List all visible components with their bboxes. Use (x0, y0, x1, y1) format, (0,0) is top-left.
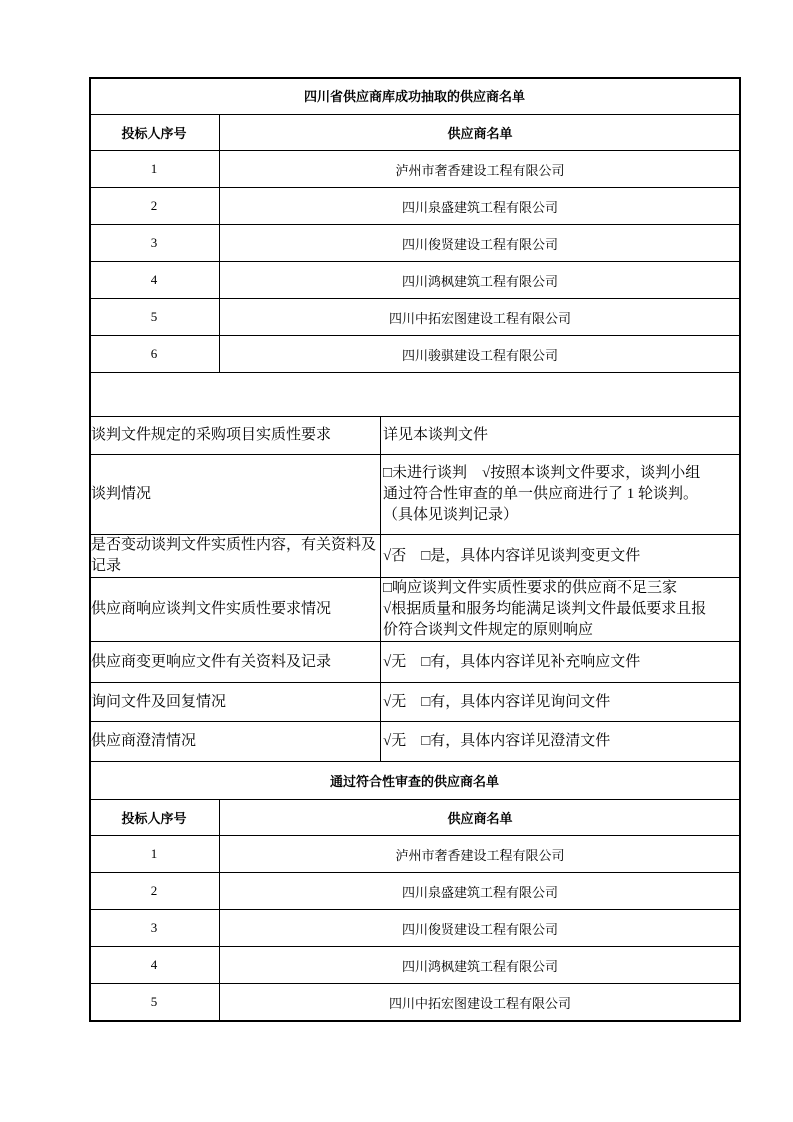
info-value-line: □响应谈判文件实质性要求的供应商不足三家 (383, 580, 678, 596)
info-value-line: √无 □有，具体内容详见补充响应文件 (383, 653, 641, 670)
info-value-line: √否 □是，具体内容详见谈判变更文件 (383, 547, 641, 564)
table-row-seq (89, 262, 220, 299)
info-label-text: 谈判情况 (91, 486, 152, 502)
table-row-seq (89, 336, 220, 373)
table-row-seq (89, 151, 220, 188)
table-row-supplier-text: 四川泉盛建筑工程有限公司 (401, 884, 558, 900)
table-row-seq (89, 910, 220, 947)
header-seq-text: 投标人序号 (121, 126, 187, 141)
section-title (89, 77, 741, 115)
section-title-text: 通过符合性审查的供应商名单 (329, 774, 499, 789)
table-row-seq (89, 947, 220, 984)
table-row-seq (89, 225, 220, 262)
info-label (89, 417, 381, 455)
table-row-supplier-text: 四川鸿枫建筑工程有限公司 (401, 273, 558, 289)
table-row-supplier-text: 四川中拓宏图建设工程有限公司 (388, 310, 571, 326)
info-label (89, 535, 381, 578)
table-row-seq-text: 5 (150, 309, 158, 324)
table-row-supplier (220, 984, 741, 1021)
table-row-seq (89, 873, 220, 910)
info-label (89, 642, 381, 683)
table-row-supplier-text: 泸州市奢香建设工程有限公司 (395, 162, 565, 178)
info-value (381, 417, 741, 455)
section-title-text: 四川省供应商库成功抽取的供应商名单 (303, 89, 525, 104)
empty-row (89, 373, 741, 417)
info-label (89, 455, 381, 535)
table-row-supplier (220, 947, 741, 984)
info-value-line: 详见本谈判文件 (383, 427, 489, 443)
info-label-text: 是否变动谈判文件实质性内容，有关资料及记录 (91, 537, 377, 574)
info-label (89, 578, 381, 642)
table-row-seq-text: 2 (150, 883, 158, 898)
table-row-seq-text: 4 (150, 957, 158, 972)
info-label-text: 供应商澄清情况 (91, 733, 197, 749)
table-row-seq-text: 2 (150, 198, 158, 213)
info-value-line: □未进行谈判 √按照本谈判文件要求，谈判小组 (383, 465, 701, 481)
info-value (381, 535, 741, 578)
table-row-supplier-text: 四川鸿枫建筑工程有限公司 (401, 958, 558, 974)
header-supplier-text: 供应商名单 (447, 811, 513, 826)
table-row-seq-text: 1 (150, 846, 158, 861)
table-row-supplier (220, 262, 741, 299)
header-seq-text: 投标人序号 (121, 811, 187, 826)
header-supplier (220, 800, 741, 836)
info-label (89, 722, 381, 762)
table-row-supplier-text: 四川骏骐建设工程有限公司 (401, 347, 558, 363)
table-row-seq-text: 3 (150, 235, 158, 250)
info-value (381, 722, 741, 762)
table-row-supplier (220, 836, 741, 873)
header-supplier (220, 115, 741, 151)
info-value (381, 578, 741, 642)
table-row-seq (89, 984, 220, 1021)
info-label-text: 供应商变更响应文件有关资料及记录 (91, 653, 332, 670)
table-row-seq-text: 4 (150, 272, 158, 287)
table-row-supplier-text: 四川俊贤建设工程有限公司 (401, 921, 558, 937)
table-row-supplier (220, 873, 741, 910)
info-value (381, 683, 741, 722)
info-value-line: √根据质量和服务均能满足谈判文件最低要求且报 (383, 601, 707, 617)
table-row-supplier-text: 四川中拓宏图建设工程有限公司 (388, 995, 571, 1011)
info-value-line: 通过符合性审查的单一供应商进行了 1 轮谈判。 (383, 486, 699, 502)
info-value-line: 价符合谈判文件规定的原则响应 (383, 622, 594, 638)
table-row-seq-text: 1 (150, 161, 158, 176)
info-value-line: （具体见谈判记录） (383, 507, 519, 523)
section-title (89, 762, 741, 800)
info-value (381, 455, 741, 535)
info-label-text: 供应商响应谈判文件实质性要求情况 (91, 601, 332, 617)
table-row-supplier (220, 151, 741, 188)
table-row-supplier (220, 910, 741, 947)
table-row-supplier-text: 四川俊贤建设工程有限公司 (401, 236, 558, 252)
table-row-seq-text: 5 (150, 994, 158, 1009)
table-row-supplier (220, 299, 741, 336)
table-row-seq (89, 299, 220, 336)
info-label-text: 询问文件及回复情况 (91, 693, 227, 710)
header-seq (89, 800, 220, 836)
info-label-text: 谈判文件规定的采购项目实质性要求 (91, 427, 332, 443)
table-row-seq (89, 188, 220, 225)
info-value-line: √无 □有，具体内容详见询问文件 (383, 693, 611, 710)
info-value-line: √无 □有，具体内容详见澄清文件 (383, 733, 611, 749)
table-row-seq-text: 3 (150, 920, 158, 935)
info-value (381, 642, 741, 683)
header-supplier-text: 供应商名单 (447, 126, 513, 141)
table-row-seq (89, 836, 220, 873)
table-row-supplier (220, 336, 741, 373)
table-row-seq-text: 6 (150, 346, 158, 361)
table-row-supplier (220, 225, 741, 262)
table-row-supplier-text: 泸州市奢香建设工程有限公司 (395, 847, 565, 863)
table-row-supplier-text: 四川泉盛建筑工程有限公司 (401, 199, 558, 215)
table-row-supplier (220, 188, 741, 225)
info-label (89, 683, 381, 722)
header-seq (89, 115, 220, 151)
